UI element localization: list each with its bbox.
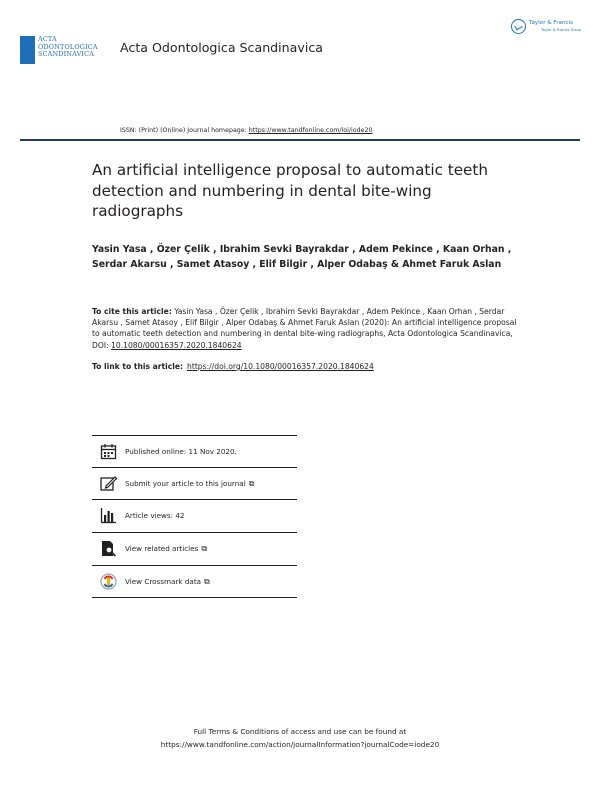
logo-line-3: SCANDINAVICA — [38, 50, 95, 59]
related-articles-label: View related articles — [125, 544, 199, 554]
journal-logo-text — [38, 36, 98, 59]
crossmark-label: View Crossmark data — [125, 576, 202, 586]
submit-article-link[interactable] — [125, 479, 254, 489]
publisher-logo[interactable] — [511, 19, 581, 37]
footer-terms-url[interactable]: https://www.tandfonline.com/action/journalInformation?journalCode=iode20 — [160, 739, 440, 749]
info-row-crossmark[interactable] — [92, 566, 297, 599]
article-info-list — [92, 435, 297, 598]
article-title: An artificial intelligence proposal to automatic teeth detection and numbering in dental bite-wing radiographs — [92, 161, 488, 220]
info-row-published — [92, 435, 297, 468]
article-link-line — [92, 362, 374, 371]
issn-line — [120, 127, 373, 134]
info-row-submit[interactable] — [92, 468, 297, 501]
journal-logo-mark — [20, 36, 35, 64]
published-date: Published online: 11 Nov 2020. — [125, 447, 237, 456]
bar-chart-icon — [100, 507, 117, 524]
external-link-icon: ⧉ — [248, 478, 255, 488]
publisher-sub: Taylor & Francis Group — [541, 28, 582, 32]
calendar-icon — [100, 443, 117, 460]
citation-block — [92, 306, 522, 351]
footer — [0, 726, 600, 751]
citation-text: Yasin Yasa , Özer Çelik , Ibrahim Sevki Bayrakdar , Adem Pekince , Kaan Orhan , Serdar Akarsu , Samet Atasoy , Elif Bilgir , Alper Odabaş & Ahmet Faruk Aslan (2020): An artificial intelligence proposal to automatic teeth detection and numbering in dental bite-wing radiographs, Acta Odontologica Scandinavica, DOI: — [92, 307, 517, 350]
journal-title: Acta Odontologica Scandinavica — [120, 40, 323, 55]
logo-line-1: ACTA — [38, 35, 57, 43]
info-row-related[interactable] — [92, 533, 297, 566]
header-divider — [20, 139, 580, 141]
citation-label: To cite this article: — [92, 307, 172, 316]
journal-homepage-link[interactable]: https://www.tandfonline.com/loi/iode20 — [248, 127, 373, 134]
issn-text: ISSN: (Print) (Online) Journal homepage: — [120, 127, 249, 134]
article-doi-url[interactable]: https://doi.org/10.1080/00016357.2020.1840624 — [187, 362, 374, 371]
article-authors: Yasin Yasa , Özer Çelik , Ibrahim Sevki Bayrakdar , Adem Pekince , Kaan Orhan , Serdar Akarsu , Samet Atasoy , Elif Bilgir , Alper Odabaş & Ahmet Faruk Aslan — [92, 244, 512, 270]
document-search-icon — [100, 540, 117, 557]
submit-article-label: Submit your article to this journal — [125, 478, 246, 488]
citation-doi-link[interactable]: 10.1080/00016357.2020.1840624 — [111, 340, 242, 350]
external-link-icon: ⧉ — [204, 576, 210, 586]
info-row-views — [92, 500, 297, 533]
edit-icon — [100, 475, 117, 492]
external-link-icon: ⧉ — [201, 544, 208, 554]
article-link-label: To link to this article: — [92, 362, 184, 371]
crossmark-link[interactable] — [125, 577, 210, 587]
logo-line-2: ODONTOLOGICA — [38, 42, 98, 51]
publisher-logo-icon — [511, 19, 526, 34]
related-articles-link[interactable] — [125, 544, 207, 554]
crossmark-icon — [100, 573, 117, 590]
footer-terms: Full Terms & Conditions of access and use can be found at — [193, 727, 407, 736]
publisher-name: Taylor & Francis — [529, 20, 574, 26]
article-views: Article views: 42 — [125, 511, 185, 521]
